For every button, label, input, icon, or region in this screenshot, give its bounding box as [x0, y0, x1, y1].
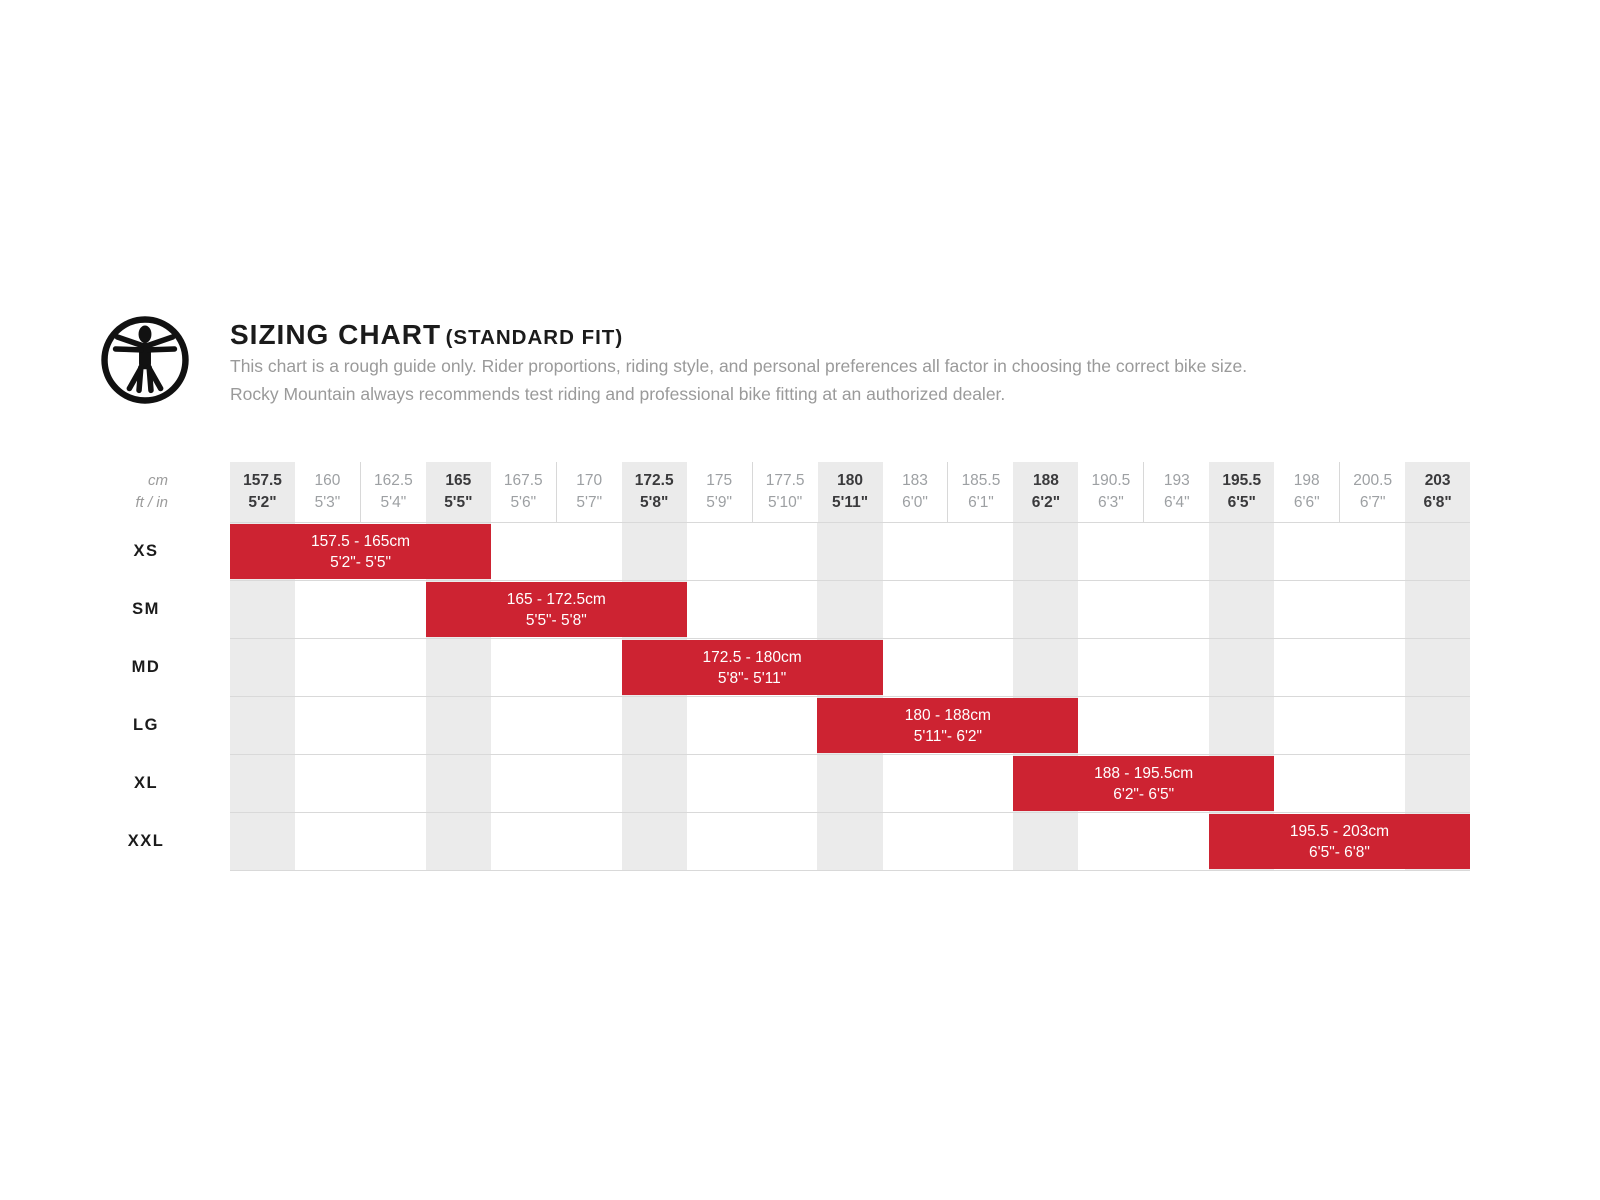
ftin-value: 6'5"	[1227, 494, 1256, 511]
row-divider	[230, 638, 1470, 639]
size-label: XXL	[127, 831, 165, 850]
size-bar	[622, 640, 883, 695]
bar-range-cm: 172.5 - 180cm	[702, 648, 802, 666]
ftin-value: 5'7"	[576, 494, 603, 511]
vitruvian-man-icon	[99, 314, 191, 406]
ftin-value: 6'2"	[1031, 494, 1061, 511]
unit-label-ftin: ft / in	[135, 494, 168, 511]
cm-value: 170	[576, 472, 603, 489]
ftin-value: 5'3"	[314, 494, 341, 511]
column-header	[947, 462, 1013, 522]
ftin-value: 6'0"	[902, 494, 928, 511]
bar-range-cm: 157.5 - 165cm	[310, 532, 411, 550]
ftin-value: 6'7"	[1359, 494, 1386, 511]
ftin-value: 5'4"	[380, 494, 407, 511]
description-line-2: Rocky Mountain always recommends test riding and professional bike fitting at an authorized dealer.	[230, 383, 1006, 404]
size-bar	[1209, 814, 1470, 869]
ftin-value: 6'3"	[1098, 494, 1124, 511]
bar-range-ftin: 6'2"- 6'5"	[1113, 785, 1175, 803]
column-header	[1078, 462, 1143, 522]
cm-value: 167.5	[503, 472, 543, 489]
size-bar	[1013, 756, 1274, 811]
cm-value: 193	[1163, 472, 1190, 489]
ftin-value: 5'10"	[767, 494, 803, 511]
column-header	[426, 462, 491, 522]
chart-title: SIZING CHART	[230, 319, 442, 350]
column-header	[1274, 462, 1339, 522]
ftin-value: 5'9"	[706, 494, 732, 511]
bar-range-ftin: 5'2"- 5'5"	[330, 553, 391, 571]
chart-description	[230, 353, 1247, 408]
cm-value: 190.5	[1091, 472, 1131, 489]
column-header	[818, 462, 883, 522]
cm-value: 175	[706, 472, 733, 489]
cm-value: 180	[837, 472, 863, 489]
ftin-value: 5'8"	[640, 494, 669, 511]
bar-range-ftin: 5'11"- 6'2"	[913, 727, 983, 745]
ftin-value: 6'8"	[1423, 494, 1452, 511]
unit-labels	[80, 462, 168, 514]
cm-value: 188	[1032, 472, 1059, 489]
bar-range-cm: 188 - 195.5cm	[1094, 764, 1194, 782]
chart-body	[230, 522, 1470, 870]
cm-value: 183	[902, 472, 928, 489]
cm-value: 185.5	[961, 472, 1001, 489]
bar-range-ftin: 6'5"- 6'8"	[1309, 843, 1370, 861]
ftin-value: 5'2"	[248, 494, 277, 511]
column-header	[1405, 462, 1470, 522]
size-bar	[230, 524, 491, 579]
column-header	[622, 462, 687, 522]
column-header	[1209, 462, 1274, 522]
page-title	[230, 319, 623, 351]
column-header	[295, 462, 360, 522]
column-header	[1143, 462, 1209, 522]
cm-value: 200.5	[1353, 472, 1393, 489]
bar-range-cm: 165 - 172.5cm	[506, 590, 606, 608]
row-divider	[230, 812, 1470, 813]
cm-value: 177.5	[765, 472, 805, 489]
column-header	[360, 462, 426, 522]
size-label: SM	[132, 599, 160, 618]
ftin-value: 6'6"	[1293, 494, 1320, 511]
row-divider	[230, 754, 1470, 755]
column-header	[556, 462, 622, 522]
size-bar	[817, 698, 1078, 753]
cm-value: 160	[314, 472, 341, 489]
row-divider	[230, 580, 1470, 581]
chart-subtitle: (STANDARD FIT)	[445, 326, 624, 349]
row-divider	[230, 522, 1470, 523]
column-header	[491, 462, 556, 522]
cm-value: 165	[445, 472, 472, 489]
column-header-row	[230, 462, 1470, 522]
row-divider	[230, 696, 1470, 697]
ftin-value: 5'6"	[510, 494, 537, 511]
bar-range-cm: 180 - 188cm	[904, 706, 991, 724]
column-header	[230, 462, 295, 522]
sizing-grid	[230, 462, 1470, 870]
bar-range-cm: 195.5 - 203cm	[1289, 822, 1389, 840]
size-label: LG	[133, 715, 159, 734]
cm-value: 162.5	[373, 472, 413, 489]
column-header	[1339, 462, 1405, 522]
size-bar	[426, 582, 687, 637]
cm-value: 157.5	[243, 472, 282, 489]
ftin-value: 5'5"	[444, 494, 473, 511]
unit-label-cm: cm	[148, 472, 168, 489]
bar-range-ftin: 5'5"- 5'8"	[525, 611, 587, 629]
cm-value: 198	[1293, 472, 1320, 489]
size-label: XL	[133, 773, 159, 792]
bar-range-ftin: 5'8"- 5'11"	[717, 669, 787, 687]
column-header	[752, 462, 818, 522]
description-line-1: This chart is a rough guide only. Rider proportions, riding style, and personal preferences all factor in choosing the correct bike size.	[230, 356, 1248, 376]
column-header	[883, 462, 948, 522]
column-header	[1013, 462, 1078, 522]
size-label: XS	[133, 541, 159, 560]
size-label: MD	[131, 657, 161, 676]
size-label-column	[80, 522, 212, 870]
cm-value: 195.5	[1222, 472, 1262, 489]
ftin-value: 5'11"	[832, 494, 869, 511]
ftin-value: 6'1"	[968, 494, 994, 511]
column-header	[687, 462, 752, 522]
ftin-value: 6'4"	[1163, 494, 1190, 511]
cm-value: 203	[1424, 472, 1451, 489]
cm-value: 172.5	[634, 472, 674, 489]
row-divider	[230, 870, 1470, 871]
